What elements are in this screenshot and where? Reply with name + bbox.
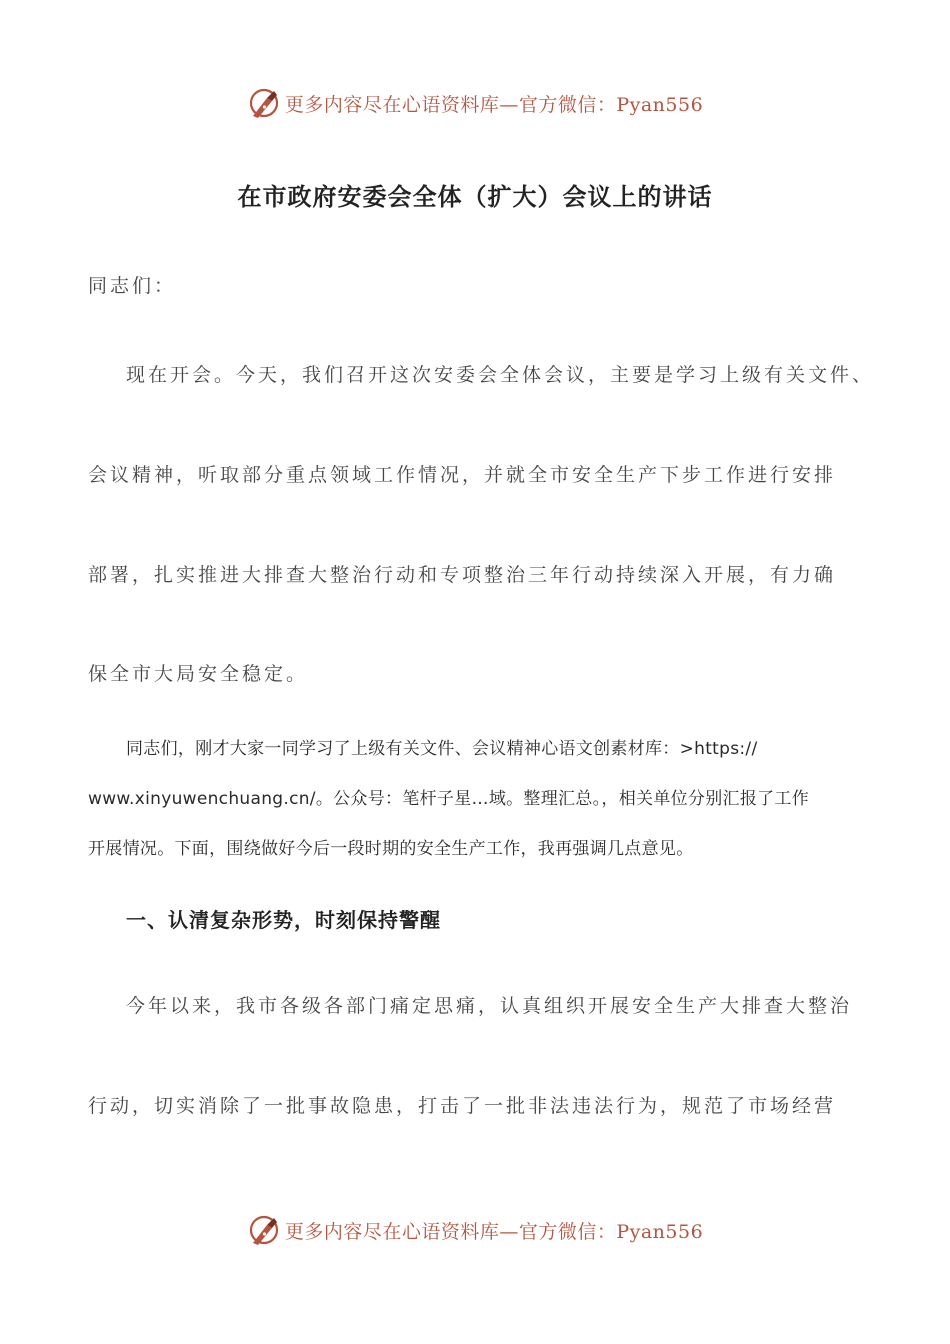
footer-watermark: [0, 1210, 950, 1250]
section-heading: 一、认清复杂形势，时刻保持警醒: [126, 908, 441, 932]
watermark-text: 更多内容尽在心语资料库—官方微信：Pyan556: [284, 93, 704, 116]
watermark-text: 更多内容尽在心语资料库—官方微信：Pyan556: [284, 1220, 704, 1243]
document-title: 在市政府安委会全体（扩大）会议上的讲话: [237, 183, 713, 211]
pen-nib-logo-icon: [247, 1213, 281, 1247]
paragraph-line: 保全市大局安全稳定。: [88, 663, 309, 685]
paragraph-line: 部署，扎实推进大排查大整治行动和专项整治三年行动持续深入开展，有力确: [88, 564, 837, 586]
header-watermark: [0, 83, 950, 123]
salutation: 同志们：: [88, 275, 177, 297]
paragraph-line: 开展情况。下面，围绕做好今后一段时期的安全生产工作，我再强调几点意见。: [88, 839, 694, 859]
pen-nib-logo-icon: [247, 86, 281, 120]
paragraph-line: www.xinyuwenchuang.cn/。公众号：笔杆子星…域。整理汇总。，相关单位分别汇报了工作: [88, 789, 810, 809]
paragraph-line: 现在开会。今天，我们召开这次安委会全体会议，主要是学习上级有关文件、: [126, 364, 875, 386]
paragraph-line: 今年以来，我市各级各部门痛定思痛，认真组织开展安全生产大排查大整治: [126, 995, 853, 1017]
paragraph-line: 同志们，刚才大家一同学习了上级有关文件、会议精神心语文创素材库：>https://: [126, 739, 758, 759]
paragraph-line: 会议精神，听取部分重点领域工作情况，并就全市安全生产下步工作进行安排: [88, 464, 837, 486]
paragraph-line: 行动，切实消除了一批事故隐患，打击了一批非法违法行为，规范了市场经营: [88, 1095, 837, 1117]
